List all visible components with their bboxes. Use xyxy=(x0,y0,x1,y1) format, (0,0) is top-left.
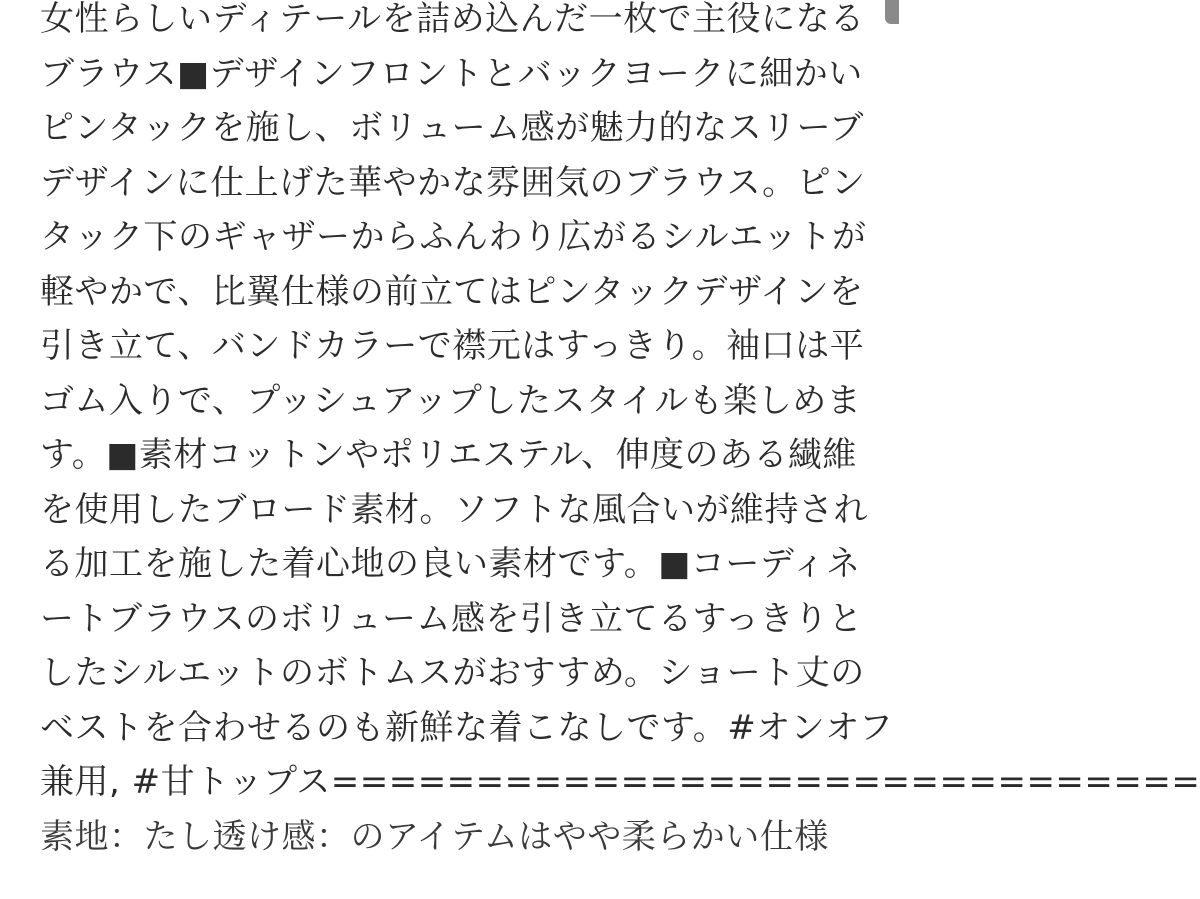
description-line-7: 引き立て、バンドカラーで襟元はすっきり。袖口は平 xyxy=(40,326,865,366)
description-line-3: ピンタックを施し、ボリューム感が魅力的なスリーブ xyxy=(40,108,864,148)
description-line-11: る加工を施した着心地の良い素材です。■コーディネ xyxy=(40,544,861,584)
description-line-16: 素地：たし透け感：のアイテムはやや柔らかい仕様 xyxy=(40,816,829,857)
description-line-13: したシルエットのボトムスがおすすめ。ショート丈の xyxy=(40,653,865,693)
scrollbar-thumb[interactable] xyxy=(885,0,899,24)
description-line-4: デザインに仕上げた華やかな雰囲気のブラウス。ピン xyxy=(40,162,866,203)
description-line-12: ートブラウスのボリューム感を引き立てるすっきりと xyxy=(40,598,863,639)
description-line-14: ベストを合わせるのも新鮮な着こなしです。#オンオフ xyxy=(40,707,894,748)
description-line-5: タック下のギャザーからふんわり広がるシルエットが xyxy=(40,217,867,257)
description-line-1: 女性らしいディテールを詰め込んだ一枚で主役になる xyxy=(40,0,865,39)
description-line-6: 軽やかで、比翼仕様の前立てはピンタックデザインを xyxy=(40,271,864,312)
description-line-9: す。■素材コットンやポリエステル、伸度のある繊維 xyxy=(40,435,857,475)
product-description xyxy=(40,0,1200,864)
description-line-10: を使用したブロード素材。ソフトな風合いが維持され xyxy=(40,489,868,530)
description-line-15: 兼用, #甘トップス============================== xyxy=(40,762,1200,802)
description-line-2: ブラウス■デザインフロントとバックヨークに細かい xyxy=(40,53,863,94)
description-line-8: ゴム入りで、プッシュアップしたスタイルも楽しめま xyxy=(40,380,862,421)
